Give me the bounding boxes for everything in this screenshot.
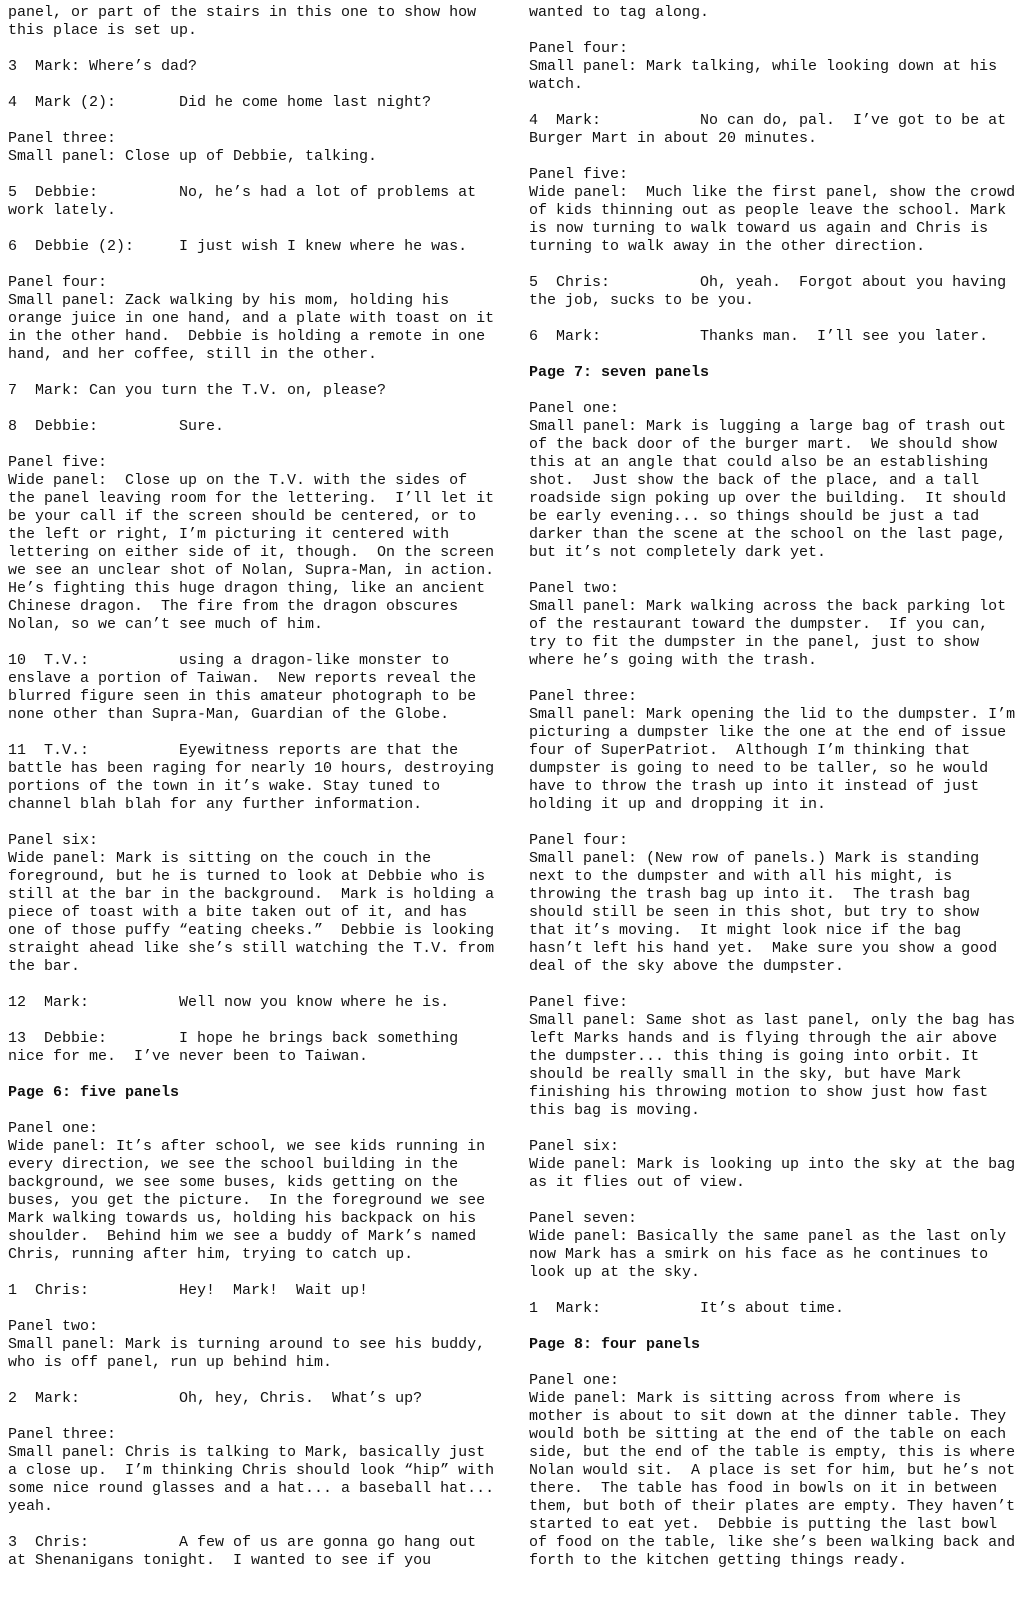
panel-description: Panel five: Small panel: Same shot as last panel, only the bag has left Marks hands and is flying through the air above the dumpster... this thing is going into orbit. It should be really small in the sky, but have Mark finishing his throwing motion to show just how fast this bag is moving. <box>529 994 1016 1119</box>
panel-description: Panel three: Small panel: Mark opening the lid to the dumpster. I’m picturing a dumpster like the one at the end of issue four of SuperPatriot. Although I’m thinking that dumpster is going to need to be taller, so he would have to throw the trash up into it instead of just holding it up and dropping it in. <box>529 688 1016 813</box>
dialogue-line: 11 T.V.: Eyewitness reports are that the battle has been raging for nearly 10 hours, destroying portions of the town in it’s wake. Stay tuned to channel blah blah for any further information. <box>8 742 504 813</box>
right-column <box>529 4 1024 1588</box>
page-heading: Page 7: seven panels <box>529 364 710 381</box>
left-column <box>8 4 503 1588</box>
dialogue-line: 13 Debbie: I hope he brings back something nice for me. I’ve never been to Taiwan. <box>8 1030 468 1065</box>
dialogue-line: 6 Mark: Thanks man. I’ll see you later. <box>529 328 989 345</box>
dialogue-line: 5 Chris: Oh, yeah. Forgot about you having the job, sucks to be you. <box>529 274 1016 309</box>
dialogue-line: 2 Mark: Oh, hey, Chris. What’s up? <box>8 1390 423 1407</box>
panel-description: Panel six: Wide panel: Mark is looking up into the sky at the bag as it flies out of view. <box>529 1138 1016 1191</box>
dialogue-line: 4 Mark: No can do, pal. I’ve got to be at Burger Mart in about 20 minutes. <box>529 112 1016 147</box>
panel-description: Panel two: Small panel: Mark is turning around to see his buddy, who is off panel, run up behind him. <box>8 1318 486 1371</box>
dialogue-line: 6 Debbie (2): I just wish I knew where he was. <box>8 238 468 255</box>
dialogue-line: 3 Chris: A few of us are gonna go hang out at Shenanigans tonight. I wanted to see if you <box>8 1534 486 1569</box>
dialogue-line: 1 Mark: It’s about time. <box>529 1300 845 1317</box>
panel-description: Panel three: Small panel: Close up of Debbie, talking. <box>8 130 378 165</box>
panel-description: Panel three: Small panel: Chris is talking to Mark, basically just a close up. I’m thinking Chris should look “hip” with some nice round glasses and a hat... a baseball hat... yeah. <box>8 1426 495 1515</box>
dialogue-line: 12 Mark: Well now you know where he is. <box>8 994 450 1011</box>
dialogue-line: 1 Chris: Hey! Mark! Wait up! <box>8 1282 369 1299</box>
dialogue-line: 3 Mark: Where’s dad? <box>8 58 198 75</box>
dialogue-line: 4 Mark (2): Did he come home last night? <box>8 94 432 111</box>
panel-description: Panel seven: Wide panel: Basically the same panel as the last only now Mark has a smirk on his face as he continues to look up at the sky. <box>529 1210 1007 1281</box>
dialogue-line: 5 Debbie: No, he’s had a lot of problems at work lately. <box>8 184 486 219</box>
dialogue-line: 7 Mark: Can you turn the T.V. on, please? <box>8 382 387 399</box>
panel-description: Panel four: Small panel: Mark talking, while looking down at his watch. <box>529 40 998 93</box>
panel-description: Panel two: Small panel: Mark walking across the back parking lot of the restaurant toward the dumpster. If you can, try to fit the dumpster in the panel, just to show where he’s going with the trash. <box>529 580 1007 669</box>
panel-description: Panel four: Small panel: Zack walking by his mom, holding his orange juice in one hand, and a plate with toast on it in the other hand. Debbie is holding a remote in one hand, and her coffee, still in the other. <box>8 274 495 363</box>
dialogue-line: 10 T.V.: using a dragon-like monster to enslave a portion of Taiwan. New reports reveal the blurred figure seen in this amateur photograph to be none other than Supra-Man, Guardian of the Globe. <box>8 652 486 723</box>
panel-description: Panel five: Wide panel: Much like the first panel, show the crowd of kids thinning out as people leave the school. Mark is now turning to walk toward us again and Chris is turning to walk away in the other direction. <box>529 166 1016 255</box>
panel-description: Panel six: Wide panel: Mark is sitting on the couch in the foreground, but he is turned to look at Debbie who is still at the bar in the background. Mark is holding a piece of toast with a bite taken out of it, and has one of those puffy “eating cheeks.” Debbie is looking straight ahead like she’s still watching the T.V. from the bar. <box>8 832 495 975</box>
panel-description: Panel four: Small panel: (New row of panels.) Mark is standing next to the dumpster and with all his might, is throwing the trash bag up into it. The trash bag should still be seen in this shot, but try to show that it’s moving. It might look nice if the bag hasn’t left his hand yet. Make sure you show a good deal of the sky above the dumpster. <box>529 832 998 975</box>
panel-description: Panel one: Wide panel: It’s after school, we see kids running in every direction, we see the school building in the background, we see some buses, kids getting on the buses, you get the picture. In the foreground we see Mark walking towards us, holding his backpack on his shoulder. Behind him we see a buddy of Mark’s named Chris, running after him, trying to catch up. <box>8 1120 486 1263</box>
paragraph: wanted to tag along. <box>529 4 710 21</box>
paragraph: panel, or part of the stairs in this one to show how this place is set up. <box>8 4 486 39</box>
dialogue-line: 8 Debbie: Sure. <box>8 418 225 435</box>
panel-description: Panel one: Small panel: Mark is lugging a large bag of trash out of the back door of the burger mart. We should show this at an angle that could also be an establishing shot. Just show the back of the place, and a tall roadside sign poking up over the building. It should be early evening... so things should be just a tad darker than the scene at the school on the last page, but it’s not completely dark yet. <box>529 400 1007 561</box>
page-heading: Page 8: four panels <box>529 1336 701 1353</box>
panel-description: Panel one: Wide panel: Mark is sitting across from where is mother is about to sit down at the dinner table. They would both be sitting at the end of the table on each side, but the end of the table is empty, this is where Nolan would sit. A place is set for him, but he’s not there. The table has food in bowls on it in between them, but both of their plates are empty. They haven’t started to eat yet. Debbie is putting the last bowl of food on the table, like she’s been walking back and forth to the kitchen getting things ready. <box>529 1372 1016 1569</box>
page-heading: Page 6: five panels <box>8 1084 180 1101</box>
panel-description: Panel five: Wide panel: Close up on the T.V. with the sides of the panel leaving room for the lettering. I’ll let it be your call if the screen should be centered, or to the left or right, I’m picturing it centered with lettering on either side of it, though. On the screen we see an unclear shot of Nolan, Supra-Man, in action. He’s fighting this huge dragon thing, like an ancient Chinese dragon. The fire from the dragon obscures Nolan, so we can’t see much of him. <box>8 454 495 633</box>
